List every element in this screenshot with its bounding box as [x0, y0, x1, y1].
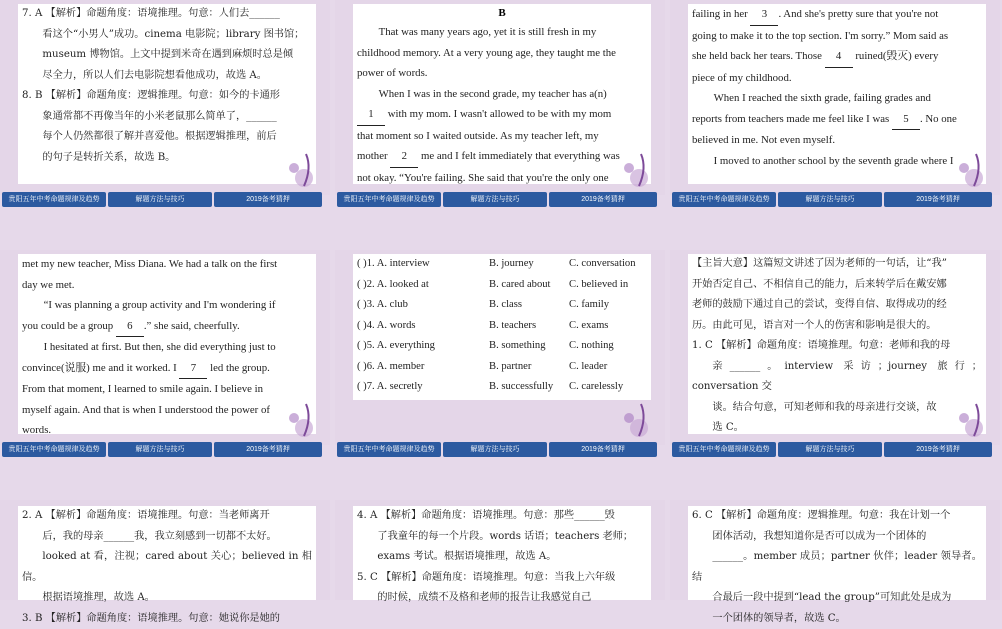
text-line: 一个团体的领导者，故选 C。 — [692, 609, 982, 629]
nav-methods-button[interactable]: 解题方法与技巧 — [108, 192, 212, 207]
content-panel — [688, 4, 986, 184]
nav-predict-button[interactable]: 2019备考猜押 — [549, 442, 657, 457]
flower-decoration-icon — [954, 400, 994, 440]
blank-7[interactable]: 7 — [179, 358, 207, 380]
slide-2[interactable] — [335, 0, 665, 195]
text-line: 选 C。 — [692, 418, 982, 439]
text-line: 根据语境推理，故选 A。 — [22, 588, 312, 609]
nav-predict-button[interactable]: 2019备考猜押 — [884, 442, 992, 457]
option-cell[interactable]: B. journey — [489, 254, 569, 275]
option-cell[interactable]: ( )2. A. looked at — [357, 275, 489, 296]
option-cell[interactable]: B. successfully — [489, 377, 569, 398]
text-line: looked at 看，注视；cared about 关心；believed in 相信。 — [22, 547, 312, 588]
passage-text — [353, 22, 651, 188]
text-line: 团体活动，我想知道你是否可以成为一个团体的 — [692, 527, 982, 548]
option-cell[interactable]: ( )5. A. everything — [357, 336, 489, 357]
text-line: power of words. — [357, 63, 647, 84]
flower-decoration-icon — [619, 400, 659, 440]
flower-decoration-icon — [619, 150, 659, 190]
text-line: 【主旨大意】这篇短文讲述了因为老师的一句话，让“我” — [692, 254, 982, 275]
text-line: going to make it to the top section. I'm sorry.” Mom said as — [692, 26, 982, 47]
text-line: 3. B 【解析】命题角度：语境推理。句意：她说你是她的 — [22, 609, 312, 629]
nav-predict-button[interactable]: 2019备考猜押 — [214, 192, 322, 207]
text-line: ______。member 成员；partner 伙伴；leader 领导者。结 — [692, 547, 982, 588]
text-line: 看这个“小男人”成功。cinema 电影院；library 图书馆； — [22, 25, 312, 46]
text-line: day we met. — [22, 275, 312, 296]
text-line: 4. A 【解析】命题角度：语境推理。句意：那些______毁 — [357, 506, 647, 527]
text-line: piece of my childhood. — [692, 68, 982, 89]
text-line: met my new teacher, Miss Diana. We had a talk on the first — [22, 254, 312, 275]
blank-5[interactable]: 5 — [892, 109, 920, 131]
answer-text — [18, 506, 316, 629]
text-line: 老师的鼓励下通过自己的尝试，变得自信、取得成功的经 — [692, 295, 982, 316]
text-line: 的时候，成绩不及格和老师的报告让我感觉自己 — [357, 588, 647, 609]
text-line: 开始否定自己、不相信自己的能力，后来转学后在戴安娜 — [692, 275, 982, 296]
text-line: 2. A 【解析】命题角度：语境推理。句意：当老师离开 — [22, 506, 312, 527]
option-cell[interactable]: ( )1. A. interview — [357, 254, 489, 275]
text-line: childhood memory. At a very young age, they taught me the — [357, 43, 647, 64]
option-cell[interactable]: C. carelessly — [569, 377, 655, 398]
text-line: 5. C 【解析】命题角度：语境推理。句意：当我上六年级 — [357, 568, 647, 589]
text-line: 1. C 【解析】命题角度：语境推理。句意：老师和我的母 — [692, 336, 982, 357]
content-panel — [688, 254, 986, 434]
content-panel — [353, 254, 651, 400]
nav-trends-button[interactable]: 贵阳五年中考命题规律及趋势 — [672, 442, 776, 457]
blank-4[interactable]: 4 — [825, 46, 853, 68]
option-row[interactable] — [353, 357, 651, 378]
option-row[interactable] — [353, 295, 651, 316]
text-line: 合最后一段中提到“lead the group”可知此处是成为 — [692, 588, 982, 609]
content-panel — [353, 4, 651, 184]
passage-text — [18, 254, 316, 441]
option-cell[interactable]: B. partner — [489, 357, 569, 378]
option-cell[interactable]: ( )7. A. secretly — [357, 377, 489, 398]
text-line: When I reached the sixth grade, failing grades and — [692, 88, 982, 109]
passage-text — [688, 4, 986, 171]
answer-text — [353, 506, 651, 609]
text-line: believed in me. Not even myself. — [692, 130, 982, 151]
options-list — [353, 254, 651, 398]
slide-4[interactable] — [0, 250, 330, 445]
nav-trends-button[interactable]: 贵阳五年中考命题规律及趋势 — [337, 442, 441, 457]
slide-8[interactable] — [335, 500, 665, 600]
text-line: 6. C 【解析】命题角度：逻辑推理。句意：我在计划一个 — [692, 506, 982, 527]
option-cell[interactable]: C. family — [569, 295, 655, 316]
nav-methods-button[interactable]: 解题方法与技巧 — [778, 442, 882, 457]
option-row[interactable] — [353, 316, 651, 337]
nav-trends-button[interactable]: 贵阳五年中考命题规律及趋势 — [337, 192, 441, 207]
answer-text — [688, 506, 986, 629]
option-cell[interactable]: B. class — [489, 295, 569, 316]
slide-9[interactable] — [670, 500, 1000, 600]
option-row[interactable] — [353, 336, 651, 357]
footer-nav — [335, 442, 667, 459]
option-cell[interactable]: ( )3. A. club — [357, 295, 489, 316]
text-line: From that moment, I learned to smile again. I believe in — [22, 379, 312, 400]
text-line: That was many years ago, yet it is still fresh in my — [357, 22, 647, 43]
slide-5[interactable] — [335, 250, 665, 445]
text-line: 亲______。interview 采访；journey 旅行；conversation 交 — [692, 357, 982, 398]
nav-methods-button[interactable]: 解题方法与技巧 — [778, 192, 882, 207]
option-cell[interactable]: B. teachers — [489, 316, 569, 337]
nav-predict-button[interactable]: 2019备考猜押 — [884, 192, 992, 207]
option-cell[interactable]: ( )6. A. member — [357, 357, 489, 378]
content-panel — [18, 254, 316, 434]
text-line: 后，我的母亲______我，我立刻感到一切都不太好。 — [22, 527, 312, 548]
content-panel — [353, 506, 651, 600]
text-line: 象通常都不再像当年的小米老鼠那么简单了，______ — [22, 107, 312, 128]
text-line: 了我童年的每一个片段。words 话语；teachers 老师； — [357, 527, 647, 548]
text-line: I hesitated at first. But then, she did everything just to — [22, 337, 312, 358]
text-line: 8. B 【解析】命题角度：逻辑推理。句意：如今的卡通形 — [22, 86, 312, 107]
content-panel — [18, 4, 316, 184]
text-line: 谈。结合句意，可知老师和我的母亲进行交谈，故 — [692, 398, 982, 419]
passage-title: B — [353, 4, 651, 22]
slide-3[interactable] — [670, 0, 1000, 195]
text-line: 每个人仍然都很了解并喜爱他。根据逻辑推理，前后 — [22, 127, 312, 148]
text-line: I moved to another school by the seventh grade where I — [692, 151, 982, 172]
footer-nav — [670, 442, 1002, 459]
option-cell[interactable]: C. leader — [569, 357, 655, 378]
answer-text — [18, 4, 316, 168]
text-line: When I was in the second grade, my teacher has a(n) — [357, 84, 647, 105]
nav-trends-button[interactable]: 贵阳五年中考命题规律及趋势 — [2, 192, 106, 207]
option-cell[interactable]: C. believed in — [569, 275, 655, 296]
nav-predict-button[interactable]: 2019备考猜押 — [214, 442, 322, 457]
option-cell[interactable]: ( )4. A. words — [357, 316, 489, 337]
footer-nav — [0, 192, 332, 209]
text-line: exams 考试。根据语境推理，故选 A。 — [357, 547, 647, 568]
text-line: reports from teachers made me feel like I was 5 . No one — [692, 109, 982, 131]
footer-nav — [0, 442, 332, 459]
slide-6[interactable] — [670, 250, 1000, 445]
text-line: you could be a group 6 .” she said, cheerfully. — [22, 316, 312, 338]
blank-6[interactable]: 6 — [116, 316, 144, 338]
text-line: 1 with my mom. I wasn't allowed to be with my mom — [357, 104, 647, 126]
footer-nav — [670, 192, 1002, 209]
option-cell[interactable]: C. conversation — [569, 254, 655, 275]
nav-methods-button[interactable]: 解题方法与技巧 — [443, 192, 547, 207]
nav-predict-button[interactable]: 2019备考猜押 — [549, 192, 657, 207]
option-row[interactable] — [353, 377, 651, 398]
text-line: myself again. And that is when I understood the power of — [22, 400, 312, 421]
option-cell[interactable]: B. something — [489, 336, 569, 357]
nav-trends-button[interactable]: 贵阳五年中考命题规律及趋势 — [672, 192, 776, 207]
text-line: failing in her 3 . And she's pretty sure that you're not — [692, 4, 982, 26]
text-line: words. — [22, 420, 312, 441]
nav-methods-button[interactable]: 解题方法与技巧 — [108, 442, 212, 457]
content-panel — [688, 506, 986, 600]
footer-nav — [335, 192, 667, 209]
option-row[interactable] — [353, 254, 651, 275]
option-cell[interactable]: C. nothing — [569, 336, 655, 357]
content-panel — [18, 506, 316, 600]
slide-1[interactable] — [0, 0, 330, 195]
blank-2[interactable]: 2 — [390, 146, 418, 168]
option-row[interactable] — [353, 275, 651, 296]
nav-methods-button[interactable]: 解题方法与技巧 — [443, 442, 547, 457]
nav-trends-button[interactable]: 贵阳五年中考命题规律及趋势 — [2, 442, 106, 457]
text-line: mother 2 me and I felt immediately that everything was — [357, 146, 647, 168]
blank-1[interactable]: 1 — [357, 104, 385, 126]
text-line: 尽全力，所以人们去电影院想看他成功，故选 A。 — [22, 66, 312, 87]
text-line: that moment so I waited outside. As my teacher left, my — [357, 126, 647, 147]
text-line: museum 博物馆。上文中提到米奇在遇到麻烦时总是倾 — [22, 45, 312, 66]
text-line: 历。由此可见，语言对一个人的伤害和影响是很大的。 — [692, 316, 982, 337]
answer-text — [688, 254, 986, 439]
flower-decoration-icon — [284, 150, 324, 190]
flower-decoration-icon — [954, 150, 994, 190]
text-line: 的句子是转折关系，故选 B。 — [22, 148, 312, 169]
slide-7[interactable] — [0, 500, 330, 600]
text-line: convince(说服) me and it worked. I 7 led the group. — [22, 358, 312, 380]
text-line: she held back her tears. Those 4 ruined(毁灭) every — [692, 46, 982, 68]
option-cell[interactable]: B. cared about — [489, 275, 569, 296]
text-line: 7. A 【解析】命题角度：语境推理。句意：人们去______ — [22, 4, 312, 25]
flower-decoration-icon — [284, 400, 324, 440]
blank-3[interactable]: 3 — [750, 4, 778, 26]
text-line: “I was planning a group activity and I'm wondering if — [22, 295, 312, 316]
option-cell[interactable]: C. exams — [569, 316, 655, 337]
text-line: not okay. “You're failing. She said that you're the only one — [357, 168, 647, 189]
